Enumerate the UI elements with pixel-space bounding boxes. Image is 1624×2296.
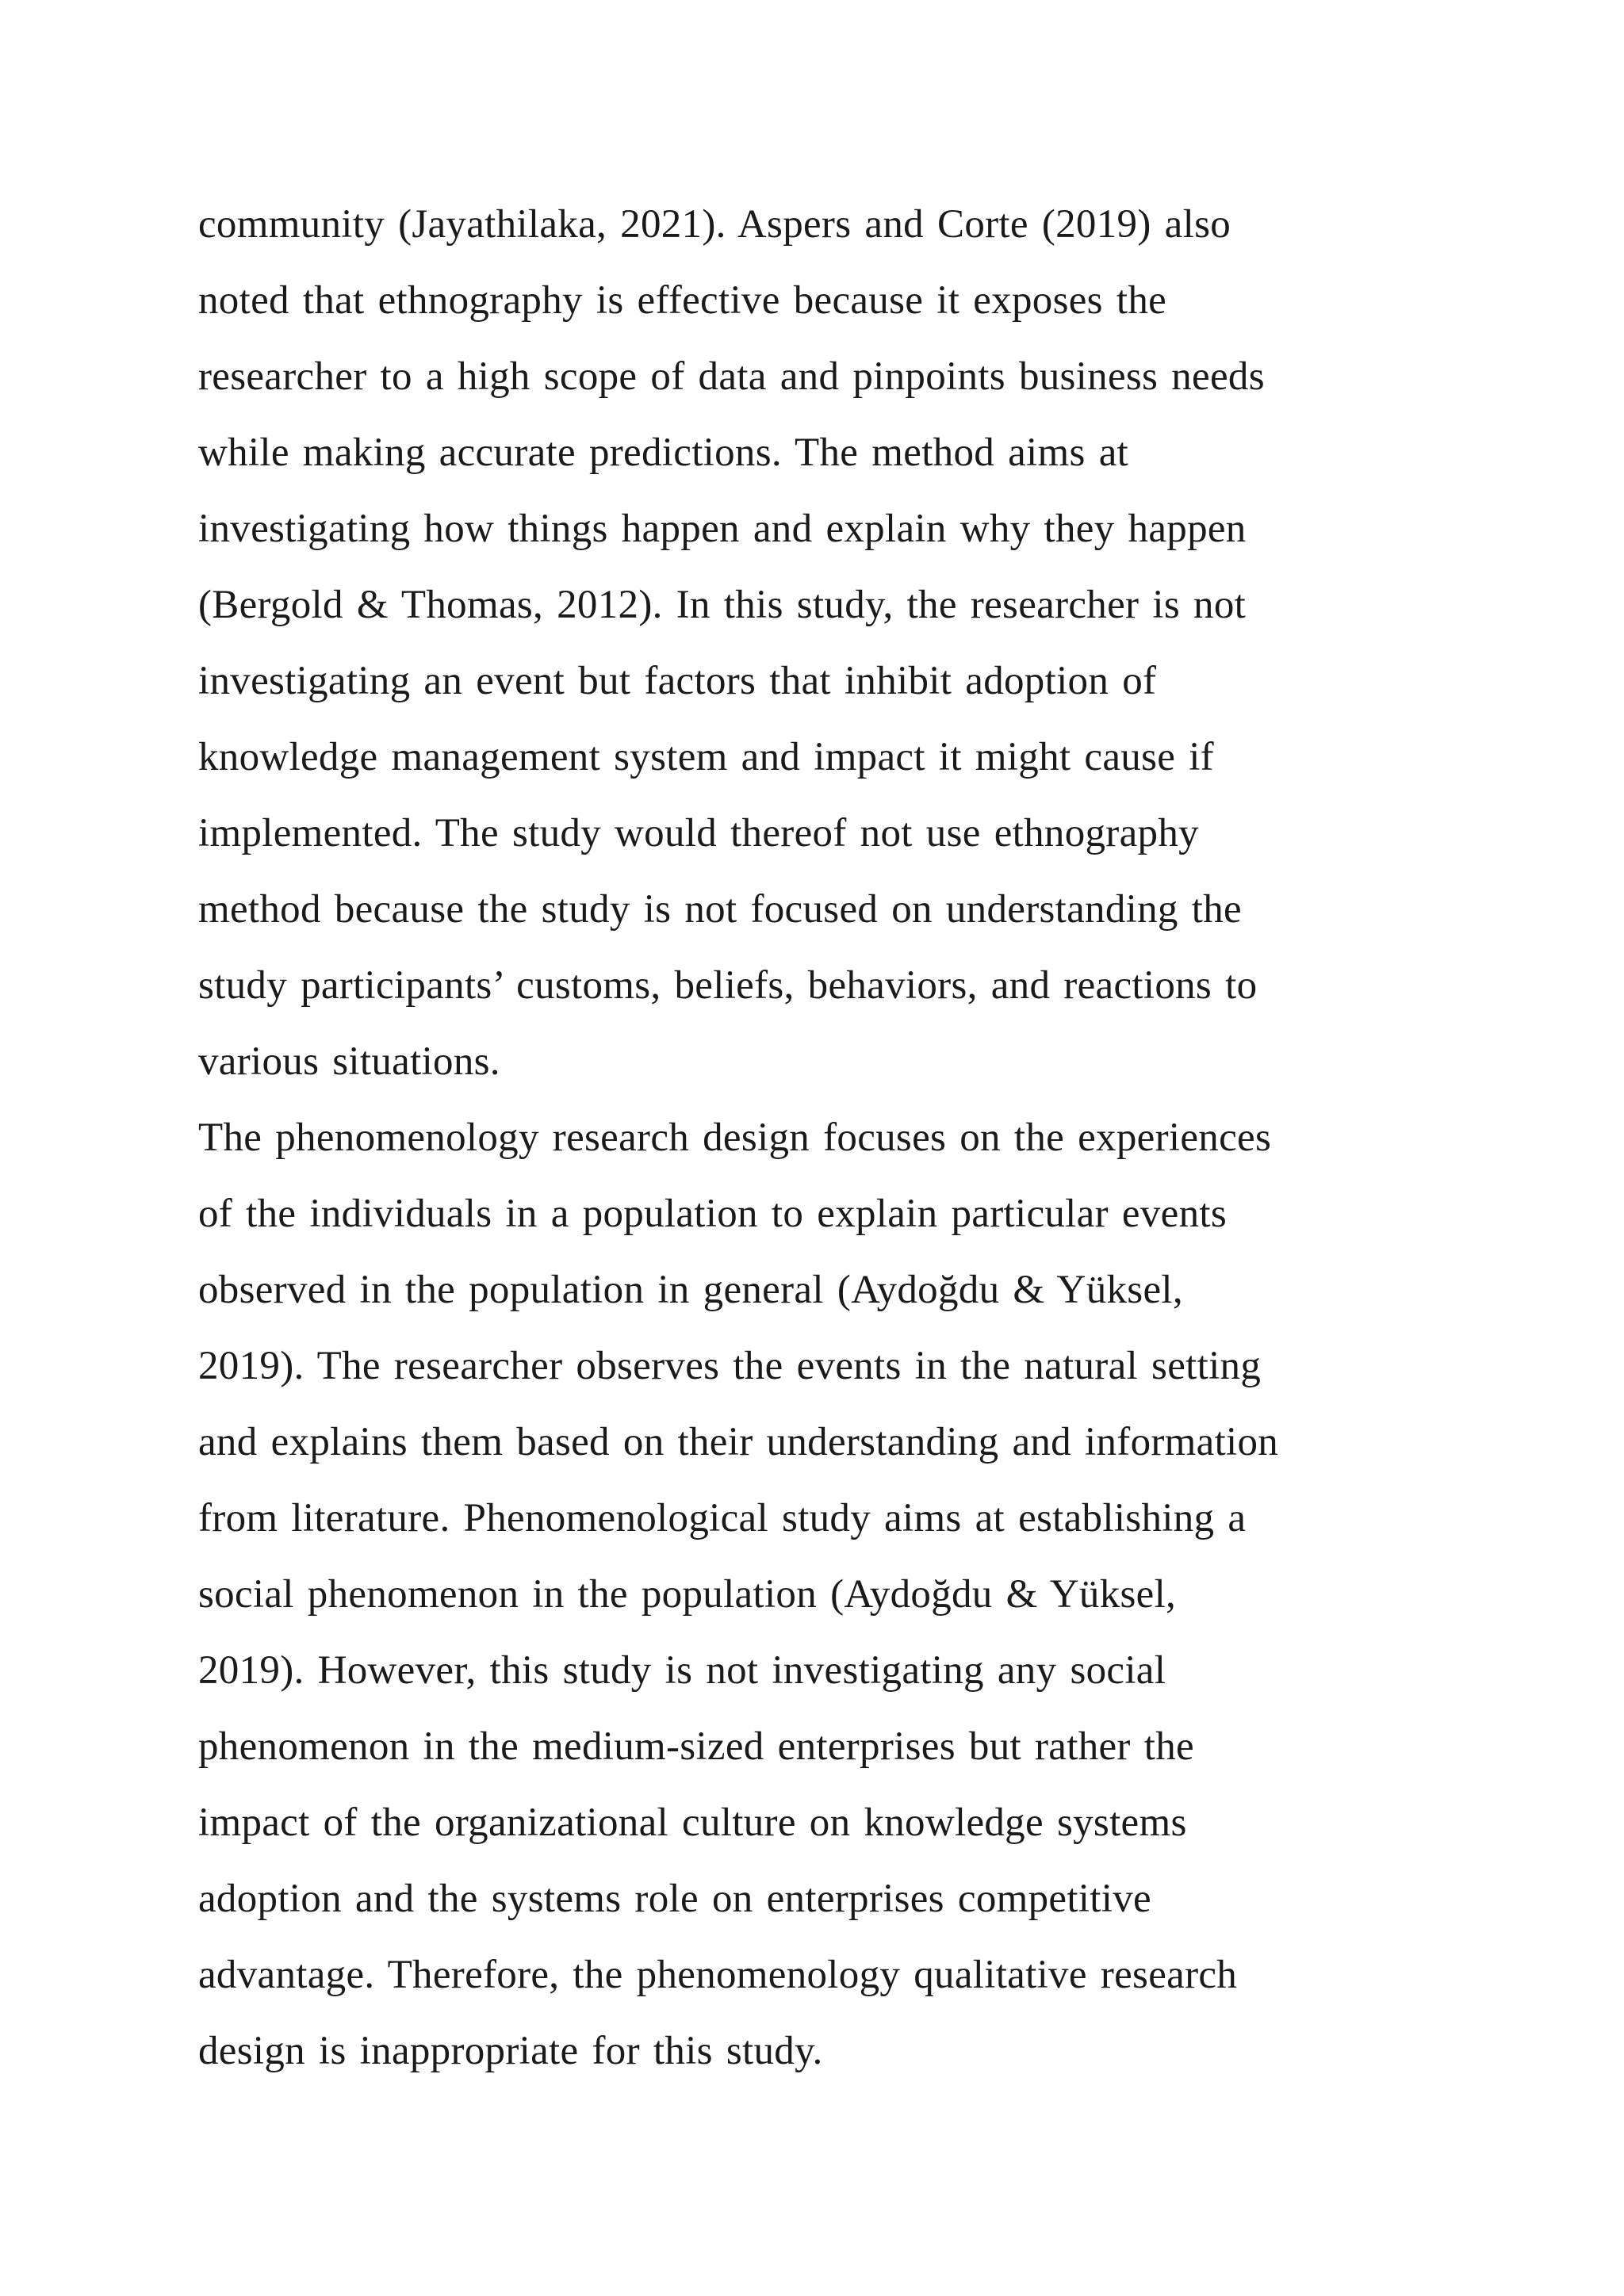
text-line: adoption and the systems role on enterprises competitive [198,1877,1151,1921]
text-line: phenomenon in the medium-sized enterprises but rather the [198,1724,1194,1769]
text-line: 2019). However, this study is not investigating any social [198,1648,1166,1693]
body-text [198,186,1435,2089]
text-line: investigating an event but factors that inhibit adoption of [198,659,1157,703]
text-line: noted that ethnography is effective because it exposes the [198,278,1167,323]
text-line: design is inappropriate for this study. [198,2029,823,2073]
text-line: researcher to a high scope of data and pinpoints business needs [198,354,1265,399]
text-line: impact of the organizational culture on knowledge systems [198,1800,1187,1845]
text-line: community (Jayathilaka, 2021). Aspers and Corte (2019) also [198,202,1231,247]
text-line: The phenomenology research design focuses on the experiences [198,1115,1272,1160]
text-line: implemented. The study would thereof not use ethnography [198,811,1199,855]
text-line: (Bergold & Thomas, 2012). In this study, the researcher is not [198,583,1247,627]
text-line: of the individuals in a population to explain particular events [198,1192,1228,1236]
text-line: investigating how things happen and explain why they happen [198,507,1247,551]
text-line: knowledge management system and impact it might cause if [198,735,1214,779]
text-line: 2019). The researcher observes the events in the natural setting [198,1344,1262,1388]
text-line: from literature. Phenomenological study aims at establishing a [198,1496,1247,1540]
text-line: while making accurate predictions. The method aims at [198,430,1129,475]
text-line: advantage. Therefore, the phenomenology qualitative research [198,1953,1238,1997]
text-line: various situations. [198,1039,500,1084]
text-line: observed in the population in general (Aydoğdu & Yüksel, [198,1268,1183,1312]
text-line: and explains them based on their understanding and information [198,1420,1279,1464]
text-line: study participants’ customs, beliefs, behaviors, and reactions to [198,963,1258,1008]
text-line: social phenomenon in the population (Aydoğdu & Yüksel, [198,1572,1177,1617]
text-line: method because the study is not focused on understanding the [198,887,1242,932]
